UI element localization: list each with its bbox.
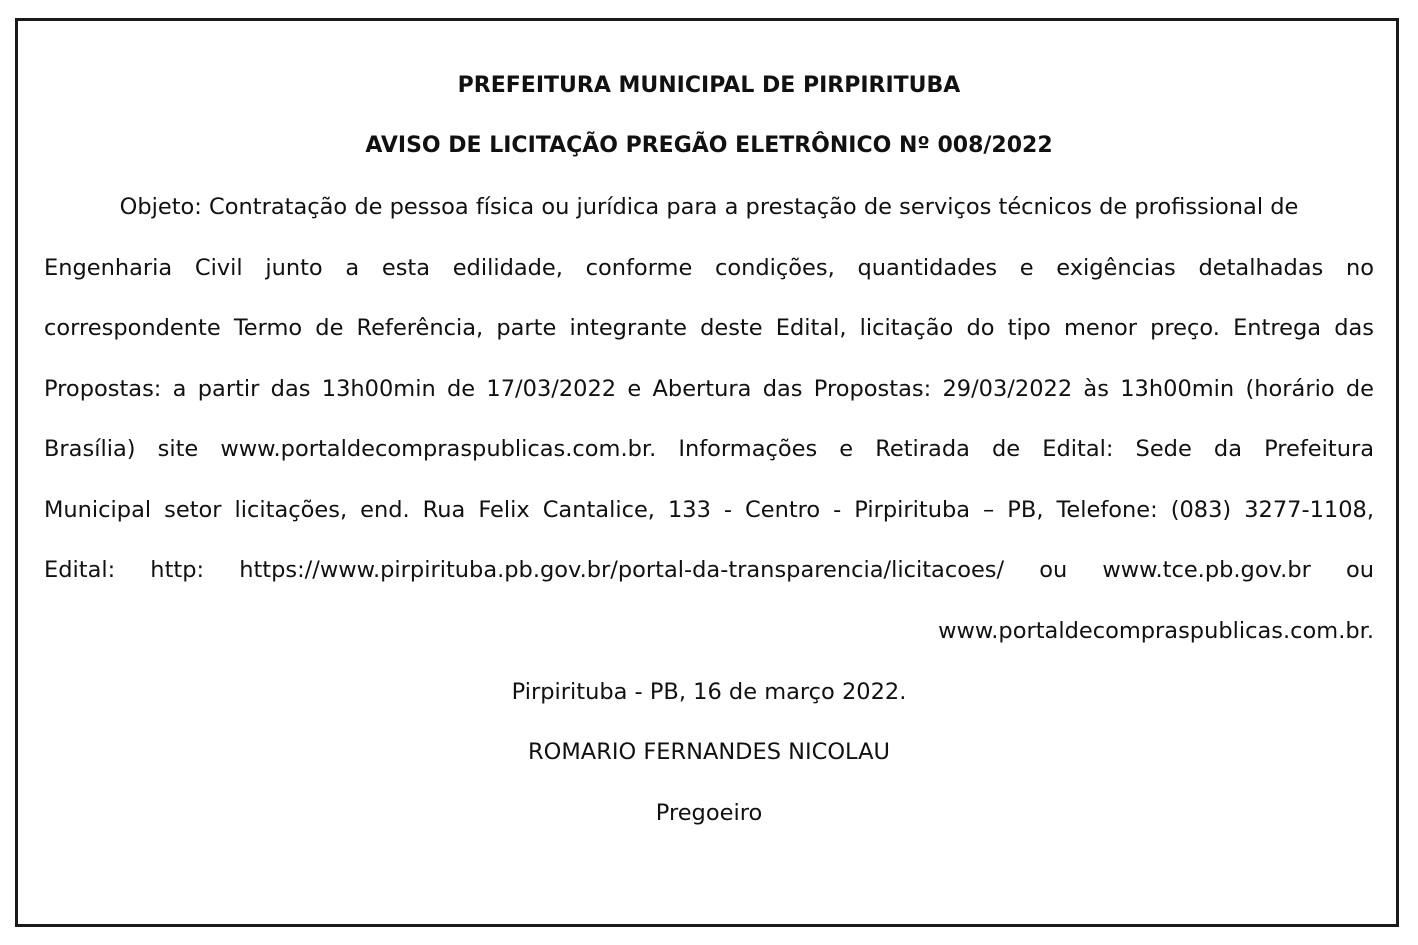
body-line-5: Brasília) site www.portaldecompraspublicas.com.br. Informações e Retirada de Edital: Sede da Prefeitura bbox=[44, 436, 1374, 462]
place-date: Pirpirituba - PB, 16 de março 2022. bbox=[511, 679, 907, 705]
body-line-4: Propostas: a partir das 13h00min de 17/03/2022 e Abertura das Propostas: 29/03/2022 às 13h00min (horário de bbox=[44, 376, 1374, 402]
body-line-8: www.portaldecompraspublicas.com.br. bbox=[938, 618, 1374, 644]
notice-header: PREFEITURA MUNICIPAL DE PIRPIRITUBA bbox=[457, 73, 961, 98]
body-line-3: correspondente Termo de Referência, parte integrante deste Edital, licitação do tipo menor preço. Entrega das bbox=[44, 315, 1374, 341]
notice-title: AVISO DE LICITAÇÃO PREGÃO ELETRÔNICO Nº 008/2022 bbox=[365, 133, 1053, 158]
signatory-name: ROMARIO FERNANDES NICOLAU bbox=[528, 739, 890, 765]
body-line-2: Engenharia Civil junto a esta edilidade, conforme condições, quantidades e exigências detalhadas no bbox=[44, 255, 1374, 281]
body-line-7: Edital: http: https://www.pirpirituba.pb.gov.br/portal-da-transparencia/licitacoes/ ou www.tce.pb.gov.br ou bbox=[44, 557, 1374, 583]
body-line-6: Municipal setor licitações, end. Rua Felix Cantalice, 133 - Centro - Pirpirituba – PB, Telefone: (083) 3277-1108, bbox=[44, 497, 1374, 523]
signatory-role: Pregoeiro bbox=[655, 800, 763, 826]
body-line-1: Objeto: Contratação de pessoa física ou jurídica para a prestação de serviços técnicos de profissional de bbox=[119, 194, 1299, 220]
